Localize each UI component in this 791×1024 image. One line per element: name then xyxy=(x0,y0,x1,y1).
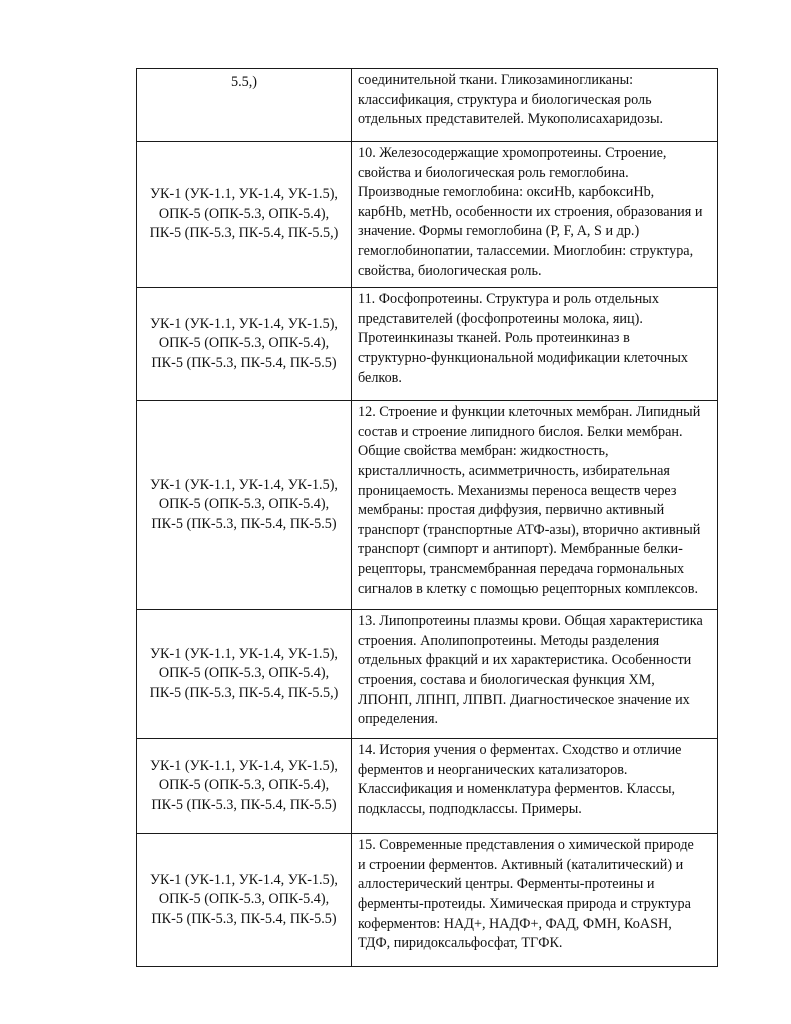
competency-codes-cell: УК-1 (УК-1.1, УК-1.4, УК-1.5), ОПК-5 (ОПК-5.3, ОПК-5.4), ПК-5 (ПК-5.3, ПК-5.4, ПК-5.5) xyxy=(137,834,352,967)
topic-line: структурно-функциональной модификации клеточных xyxy=(358,349,688,366)
topic-line: 12. Строение и функции клеточных мембран. Липидный xyxy=(358,404,701,421)
topic-line: свойства, биологическая роль. xyxy=(358,262,542,279)
topic-line: рецепторы, трансмембранная передача гормональных xyxy=(358,560,685,577)
table-row xyxy=(137,69,718,142)
topic-line: представителей (фосфопротеины молока, яиц). xyxy=(358,310,643,327)
topic-line: строения, состава и биологическая функция ХМ, xyxy=(358,671,655,688)
topic-cell xyxy=(352,142,718,288)
competency-codes-cell: УК-1 (УК-1.1, УК-1.4, УК-1.5), ОПК-5 (ОПК-5.3, ОПК-5.4), ПК-5 (ПК-5.3, ПК-5.4, ПК-5.5,) xyxy=(137,610,352,739)
table-row xyxy=(137,142,718,288)
topic-line: сигналов в клетку с помощью рецепторных комплексов. xyxy=(358,580,699,597)
competency-codes-cell: УК-1 (УК-1.1, УК-1.4, УК-1.5), ОПК-5 (ОПК-5.3, ОПК-5.4), ПК-5 (ПК-5.3, ПК-5.4, ПК-5.5,) xyxy=(137,142,352,288)
topic-cell xyxy=(352,739,718,834)
competency-codes-cell: УК-1 (УК-1.1, УК-1.4, УК-1.5), ОПК-5 (ОПК-5.3, ОПК-5.4), ПК-5 (ПК-5.3, ПК-5.4, ПК-5.5) xyxy=(137,401,352,610)
topic-line: подклассы, подподклассы. Примеры. xyxy=(358,800,582,817)
topic-line: классификация, структура и биологическая роль xyxy=(358,91,652,108)
topic-line: ферментов и неорганических катализаторов. xyxy=(358,761,628,778)
competency-topics-table xyxy=(136,68,718,967)
topic-cell xyxy=(352,834,718,967)
topic-line: значение. Формы гемоглобина (Р, F, A, S и др.) xyxy=(358,223,640,240)
table-row xyxy=(137,401,718,610)
topic-line: определения. xyxy=(358,711,439,728)
topic-line: гемоглобинопатии, талассемии. Миоглобин: структура, xyxy=(358,242,694,259)
topic-cell xyxy=(352,401,718,610)
topic-cell xyxy=(352,69,718,142)
topic-line: ТДФ, пиридоксальфосфат, ТГФК. xyxy=(358,935,563,952)
topic-line: аллостерический центры. Ферменты-протеины и xyxy=(358,876,655,893)
topic-line: отдельных представителей. Мукополисахаридозы. xyxy=(358,111,664,128)
topic-line: соединительной ткани. Гликозаминогликаны: xyxy=(358,72,634,88)
competency-codes-cell: УК-1 (УК-1.1, УК-1.4, УК-1.5), ОПК-5 (ОПК-5.3, ОПК-5.4), ПК-5 (ПК-5.3, ПК-5.4, ПК-5.5) xyxy=(137,739,352,834)
topic-line: 13. Липопротеины плазмы крови. Общая характеристика xyxy=(358,613,703,630)
topic-line: кристалличность, асимметричность, избирательная xyxy=(358,462,670,479)
table-row xyxy=(137,288,718,401)
topic-line: Классификация и номенклатура ферментов. Классы, xyxy=(358,781,676,798)
topic-line: транспорт (симпорт и антипорт). Мембранные белки- xyxy=(358,541,683,558)
topic-line: ферменты-протеиды. Химическая природа и структура xyxy=(358,895,691,912)
topic-line: ЛПОНП, ЛПНП, ЛПВП. Диагностическое значение их xyxy=(358,691,690,708)
topic-line: 14. История учения о ферментах. Сходство и отличие xyxy=(358,742,682,759)
topic-line: строения. Аполипопротеины. Методы разделения xyxy=(358,632,660,649)
topic-line: 10. Железосодержащие хромопротеины. Строение, xyxy=(358,145,667,161)
topic-line: отдельных фракций и их характеристика. Особенности xyxy=(358,652,692,669)
competency-codes-cell: УК-1 (УК-1.1, УК-1.4, УК-1.5), ОПК-5 (ОПК-5.3, ОПК-5.4), ПК-5 (ПК-5.3, ПК-5.4, ПК-5.5) xyxy=(137,288,352,401)
topic-line: белков. xyxy=(358,369,402,386)
topic-cell xyxy=(352,288,718,401)
table-row xyxy=(137,739,718,834)
topic-line: и строении ферментов. Активный (каталитический) и xyxy=(358,856,684,873)
topic-line: Общие свойства мембран: жидкостность, xyxy=(358,443,609,460)
table-row xyxy=(137,834,718,967)
topic-cell xyxy=(352,610,718,739)
topic-line: карбHb, метHb, особенности их строения, образования и xyxy=(358,203,703,220)
topic-line: Протеинкиназы тканей. Роль протеинкиназ в xyxy=(358,330,630,347)
topic-line: транспорт (транспортные АТФ-азы), вторично активный xyxy=(358,521,701,538)
topic-line: проницаемость. Механизмы переноса веществ через xyxy=(358,482,677,499)
topic-line: состав и строение липидного бислоя. Белки мембран. xyxy=(358,423,683,440)
topic-line: Производные гемоглобина: оксиHb, карбоксиHb, xyxy=(358,184,655,201)
topic-line: свойства и биологическая роль гемоглобина. xyxy=(358,164,629,181)
competency-codes-cell: 5.5,) xyxy=(137,69,352,142)
topic-line: коферментов: НАД+, НАДФ+, ФАД, ФМН, КоASH, xyxy=(358,915,672,932)
table-row xyxy=(137,610,718,739)
topic-line: 11. Фосфопротеины. Структура и роль отдельных xyxy=(358,291,659,308)
topic-line: 15. Современные представления о химической природе xyxy=(358,837,694,854)
topic-line: мембраны: простая диффузия, первично активный xyxy=(358,502,665,519)
